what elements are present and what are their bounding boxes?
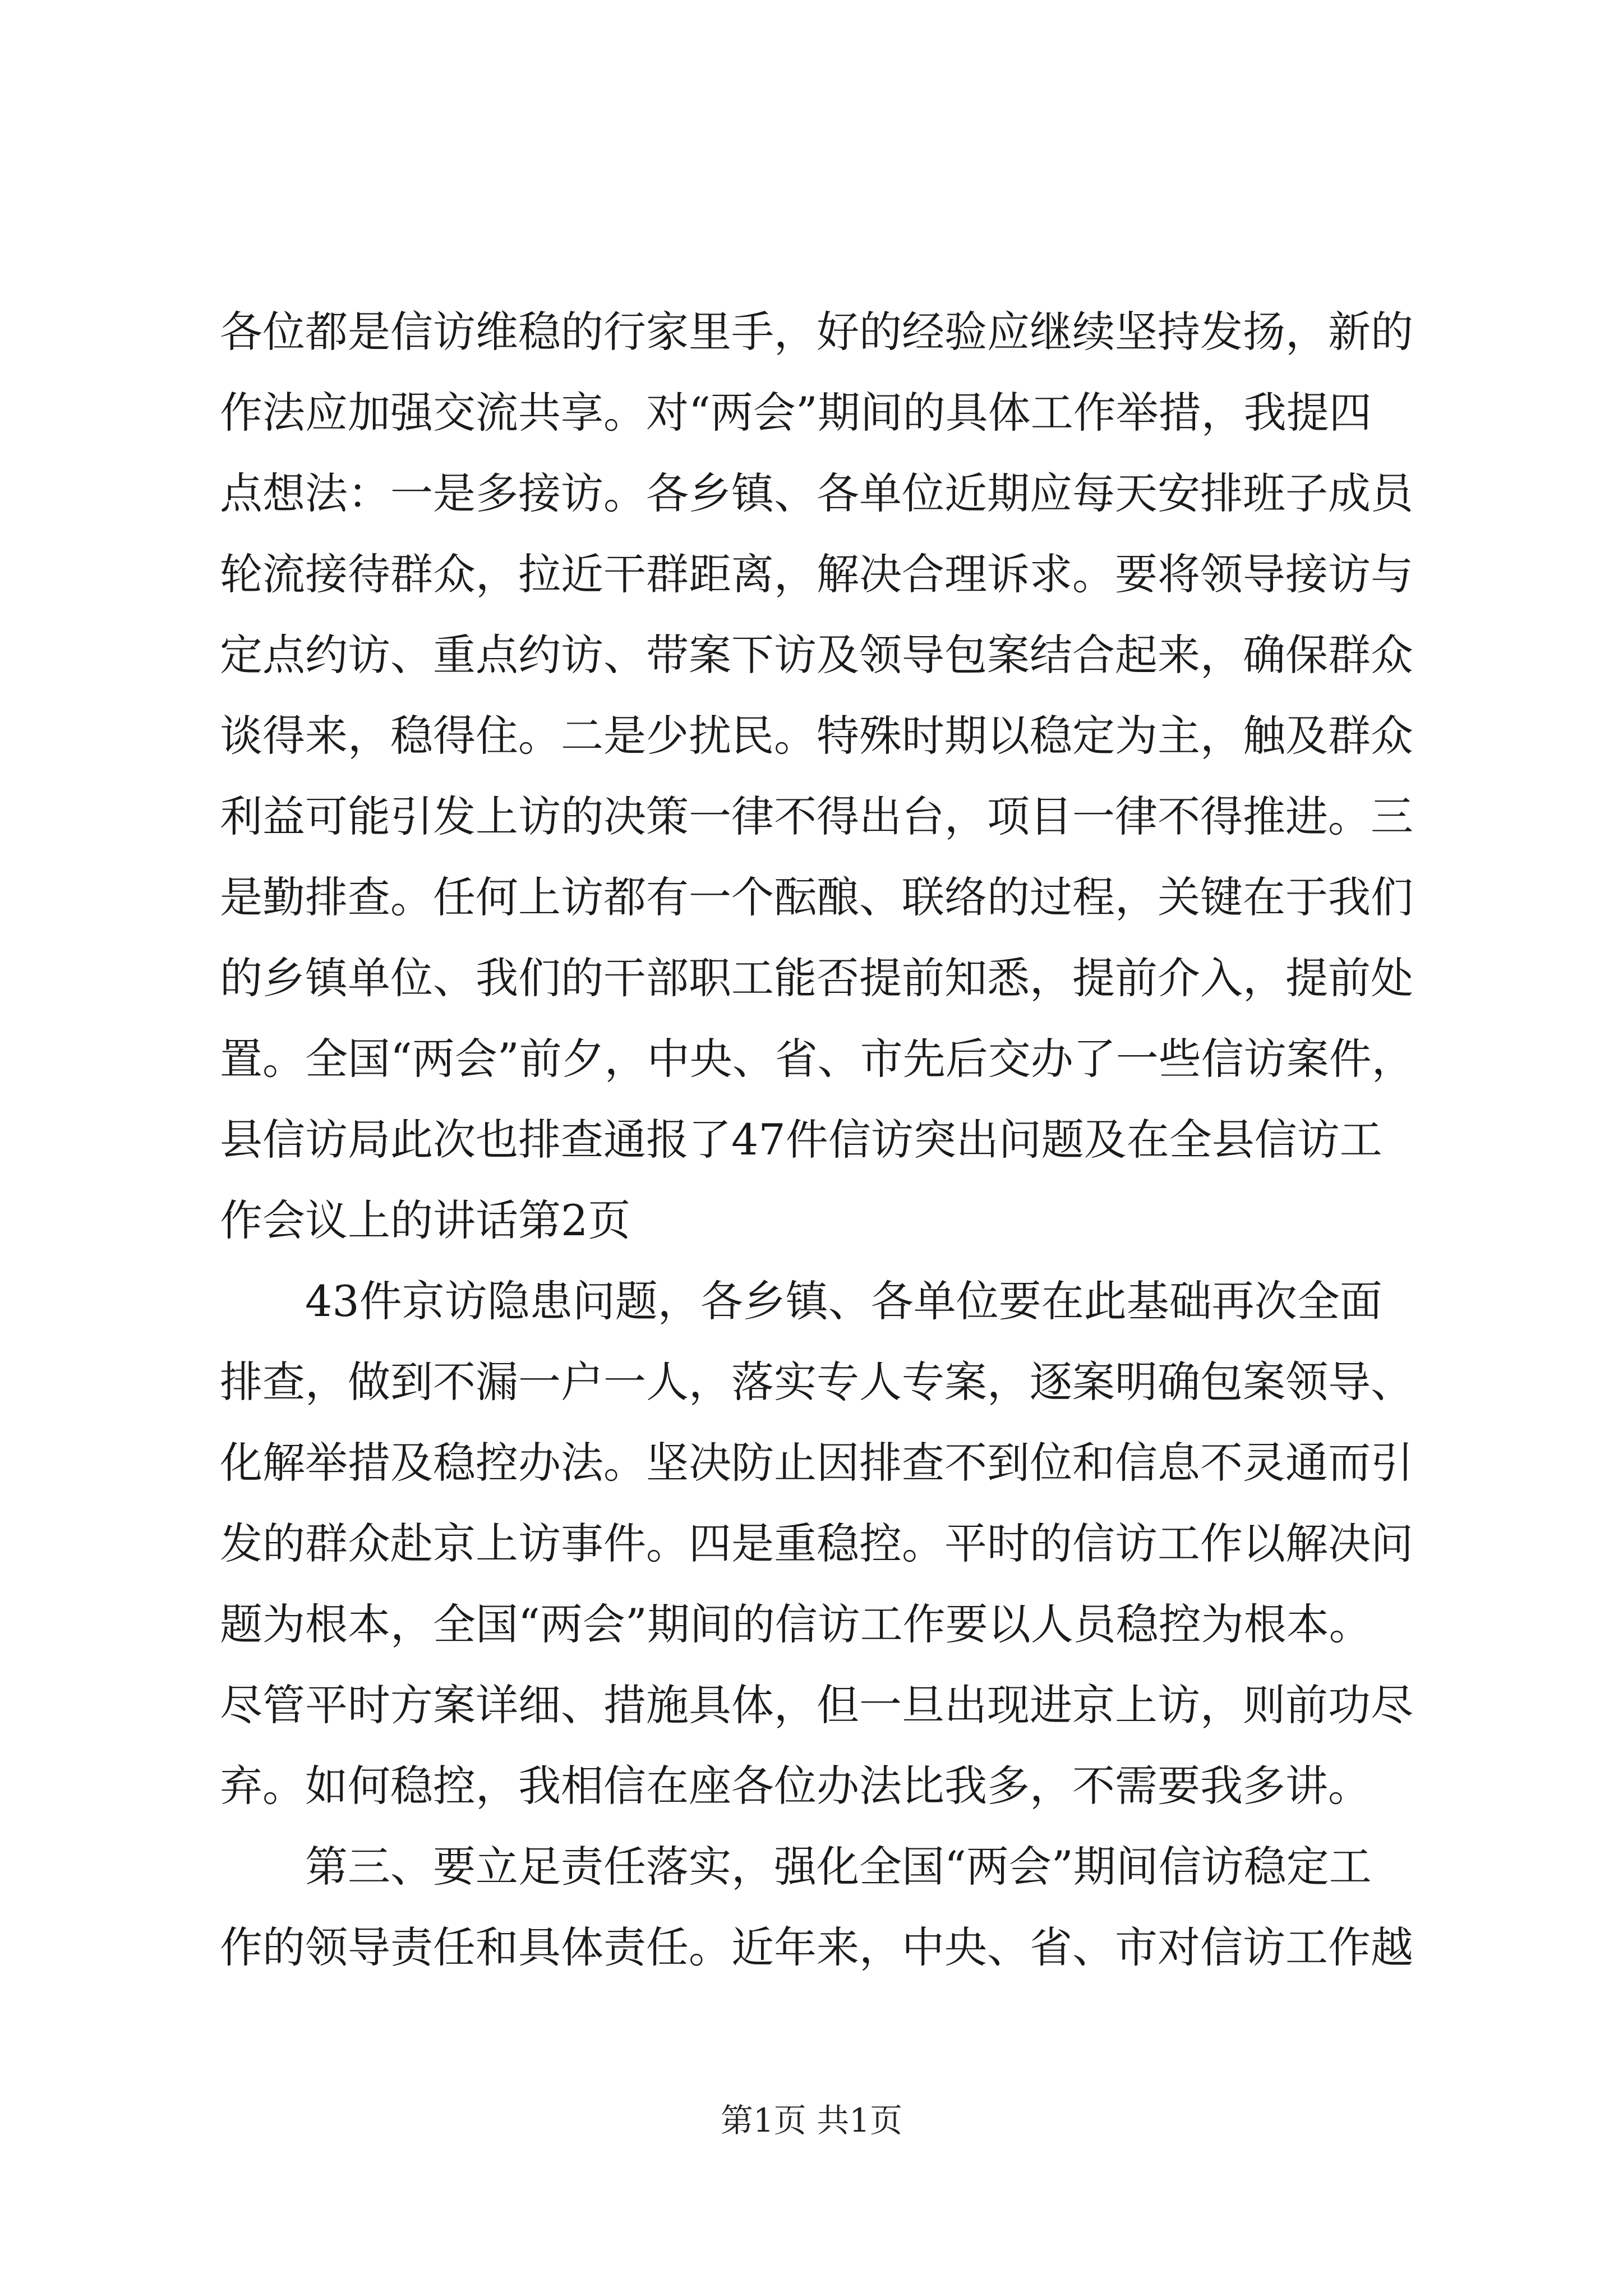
page-number-label: 第1页 共1页 (720, 2101, 903, 2139)
text-line: 轮流接待群众，拉近干群距离，解决合理诉求。要将领导接访与 (220, 549, 1413, 599)
text-line: 的乡镇单位、我们的干部职工能否提前知悉，提前介入，提前处 (220, 953, 1413, 1003)
text-line: 置。全国“两会”前夕，中央、省、市先后交办了一些信访案件， (220, 1034, 1414, 1084)
text-line: 各位都是信访维稳的行家里手，好的经验应继续坚持发扬，新的 (220, 307, 1413, 357)
text-line: 化解举措及稳控办法。坚决防止因排查不到位和信息不灵通而引 (220, 1438, 1413, 1488)
text-line: 是勤排查。任何上访都有一个酝酿、联络的过程，关键在于我们 (220, 872, 1413, 922)
paragraph-start-line: 43件京访隐患问题，各乡镇、各单位要在此基础再次全面 (305, 1276, 1382, 1326)
text-line: 题为根本，全国“两会”期间的信访工作要以人员稳控为根本。 (220, 1599, 1372, 1649)
text-line: 弃。如何稳控，我相信在座各位办法比我多，不需要我多讲。 (220, 1761, 1371, 1811)
text-line: 排查，做到不漏一户一人，落实专人专案，逐案明确包案领导、 (220, 1357, 1413, 1407)
text-line: 定点约访、重点约访、带案下访及领导包案结合起来，确保群众 (220, 630, 1413, 680)
text-line: 利益可能引发上访的决策一律不得出台，项目一律不得推进。三 (220, 792, 1413, 841)
body-text (220, 292, 1414, 1988)
text-line: 谈得来，稳得住。二是少扰民。特殊时期以稳定为主，触及群众 (220, 711, 1413, 761)
text-line: 尽管平时方案详细、措施具体，但一旦出现进京上访，则前功尽 (220, 1680, 1413, 1730)
paragraph-start-line: 第三、要立足责任落实，强化全国“两会”期间信访稳定工 (305, 1842, 1372, 1892)
text-line: 县信访局此次也排查通报了47件信访突出问题及在全县信访工 (220, 1115, 1382, 1165)
text-line: 作会议上的讲话第2页 (220, 1195, 631, 1245)
text-line: 点想法：一是多接访。各乡镇、各单位近期应每天安排班子成员 (220, 468, 1413, 518)
text-line: 发的群众赴京上访事件。四是重稳控。平时的信访工作以解决问 (220, 1519, 1413, 1568)
text-line: 作的领导责任和具体责任。近年来，中央、省、市对信访工作越 (220, 1922, 1413, 1972)
text-line: 作法应加强交流共享。对“两会”期间的具体工作举措，我提四 (220, 388, 1372, 438)
page-footer (0, 2098, 1623, 2143)
